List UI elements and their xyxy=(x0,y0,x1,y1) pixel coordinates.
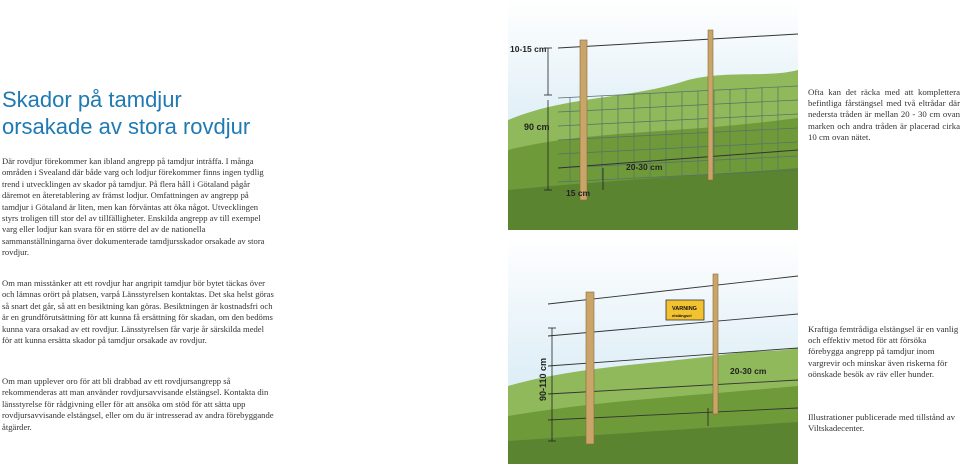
illustration-net-fence xyxy=(508,0,798,230)
fence-post xyxy=(580,40,587,200)
fence-post-far xyxy=(713,274,718,414)
illustration-five-wire-fence xyxy=(508,236,798,464)
caption-credits: Illustrationer publicerade med tillstånd av Viltskadecenter. xyxy=(808,412,956,434)
label-top: 10-15 cm xyxy=(510,44,547,54)
warning-sign xyxy=(666,300,704,320)
title-line-1: Skador på tamdjur xyxy=(2,87,182,112)
label-bottom: 20-30 cm xyxy=(730,366,767,376)
paragraph-report: Om man misstänker att ett rovdjur har angripit tamdjur bör bytet täckas över och lämnas orört på platsen, varpå Länsstyrelsen kontaktas. Det ska helst göras så snart det går, så att en besiktning kan göras. Besiktningen är kostnadsfri och är en grundförutsättning för att kunna få ersättning för skadan, om den bedöms kunna vara orsakad av ett rovdjur. Länsstyrelsen får varje år särskilda medel för att kunna ersätta skador på tamdjur orsakade av rovdjur. xyxy=(2,278,274,346)
page-title xyxy=(2,86,302,140)
sign-sub: elstängsel xyxy=(672,313,692,318)
title-line-2: orsakade av stora rovdjur xyxy=(2,114,251,139)
paragraph-prevention: Om man upplever oro för att bli drabbad av ett rovdjursangrepp så rekommenderas att man använder rovdjursavvisande elstängsel. Kontakta din länsstyrelse för rådgivning eller för att ansöka om stöd för att sätta upp rovdjursavvisande elstängsel, eller om du är intresserad av andra förebyggande åtgärder. xyxy=(2,376,274,432)
sign-title: VARNING xyxy=(672,306,697,312)
fence-post-far xyxy=(708,30,713,180)
caption-five-wire-fence: Kraftiga femtrådiga elstängsel är en vanlig och effektiv metod för att försöka förebygga angrepp på tamdjur inom vargrevir och minskar även riskerna för oönskade besök av räv eller hunder. xyxy=(808,324,959,379)
paragraph-intro: Där rovdjur förekommer kan ibland angrepp på tamdjur inträffa. I många områden i Svealand där både varg och lodjur förekommer finns ingen tydlig trend i utvecklingen av skador på tamdjur. På flera håll i Götaland pågår däremot en återetablering av främst lodjur. Omfattningen av angrepp på tamdjur i Götaland är liten, men kan förväntas att öka något. Utvecklingen styrs troligen till stor del av tillfälligheter. Enskilda angrepp av till exempel varg eller lodjur kan svara för en större del av de nationella sammanställningarna över dokumenterade tamdjursskador orsakade av stora rovdjur. xyxy=(2,156,265,258)
label-wire-low: 20-30 cm xyxy=(626,162,663,172)
label-height: 90-110 cm xyxy=(538,357,548,401)
fence-post xyxy=(586,292,594,444)
caption-sheep-fence: Ofta kan det räcka med att komplettera befintliga fårstängsel med två eltrådar där nedersta tråden är mellan 20 - 30 cm ovan marken och andra tråden är placerad cirka 10 cm ovan nätet. xyxy=(808,87,960,142)
label-bottom: 15 cm xyxy=(566,188,591,198)
label-height: 90 cm xyxy=(524,122,550,132)
